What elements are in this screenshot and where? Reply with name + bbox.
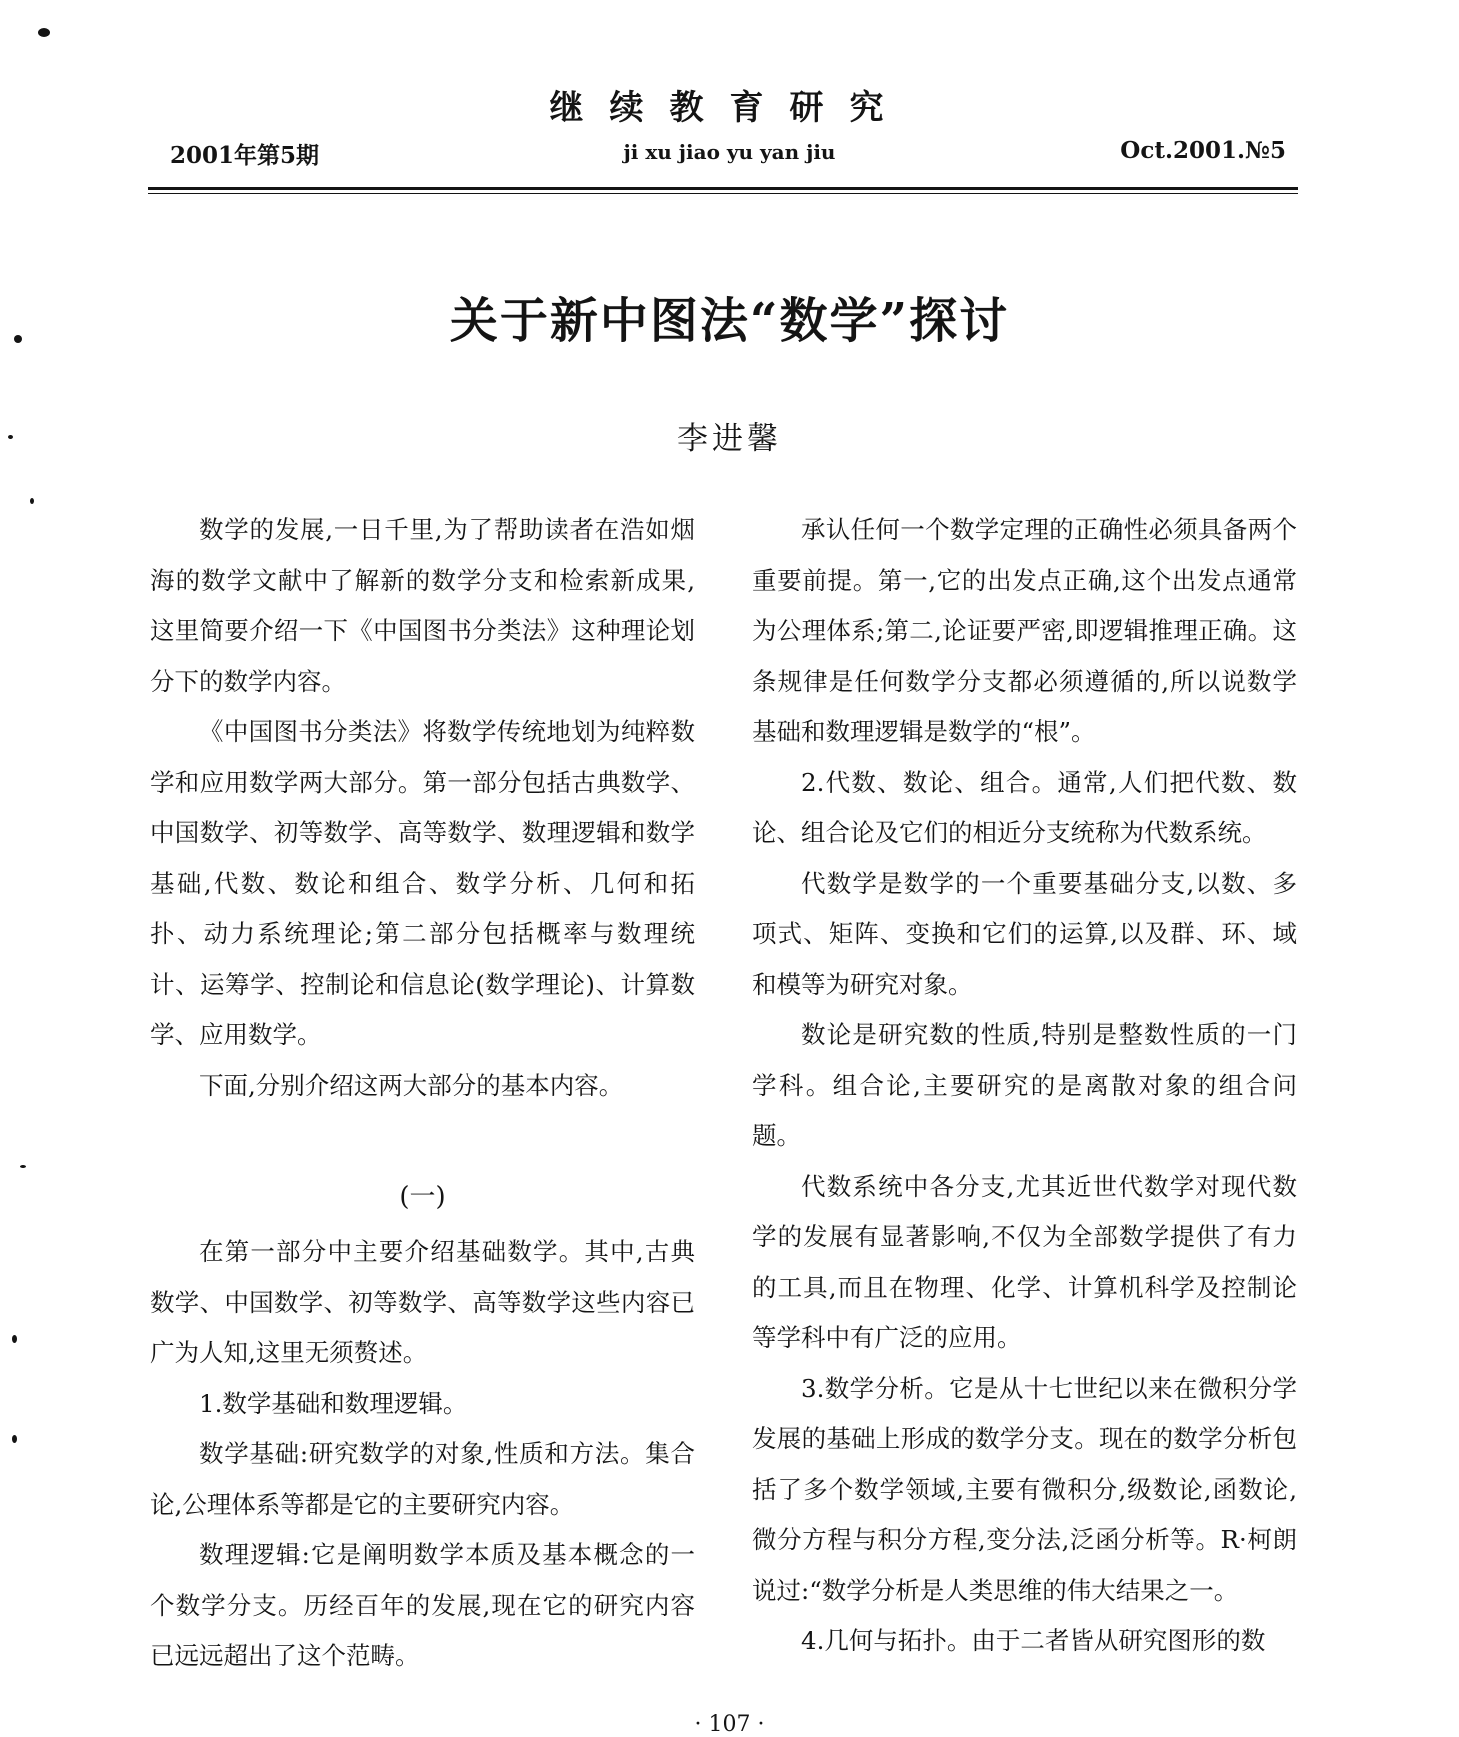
header-rule xyxy=(148,187,1298,190)
scan-speck xyxy=(20,1165,26,1168)
paragraph: 《中国图书分类法》将数学传统地划为纯粹数学和应用数学两大部分。第一部分包括古典数学、中国数学、初等数学、高等数学、数理逻辑和数学基础,代数、数论和组合、数学分析、几何和拓扑、动力系统理论;第二部分包括概率与数理统计、运筹学、控制论和信息论(数学理论)、计算数学、应用数学。 xyxy=(150,717,695,1049)
right-column xyxy=(752,505,1297,1667)
scan-speck xyxy=(14,335,22,343)
paragraph: 数论是研究数的性质,特别是整数性质的一门学科。组合论,主要研究的是离散对象的组合问题。 xyxy=(752,1020,1297,1150)
section-heading: (一) xyxy=(399,1182,446,1212)
issue-number: 2001年第5期 xyxy=(170,142,320,169)
journal-pinyin: ji xu jiao yu yan jiu xyxy=(623,140,836,164)
issue-date: Oct.2001.№5 xyxy=(1120,137,1286,164)
scan-speck xyxy=(38,28,50,37)
paragraph: 下面,分别介绍这两大部分的基本内容。 xyxy=(199,1070,624,1100)
left-column xyxy=(150,505,695,1682)
scan-speck xyxy=(12,1335,17,1343)
paragraph: 代数系统中各分支,尤其近世代数学对现代数学的发展有显著影响,不仅为全部数学提供了有力的工具,而且在物理、化学、计算机科学及控制论等学科中有广泛的应用。 xyxy=(752,1171,1297,1352)
header-rule-thin xyxy=(148,193,1298,194)
journal-title: 继续教育研究 xyxy=(549,88,910,128)
paragraph: 数学的发展,一日千里,为了帮助读者在浩如烟海的数学文献中了解新的数学分支和检索新成果,这里简要介绍一下《中国图书分类法》这种理论划分下的数学内容。 xyxy=(150,515,695,696)
scan-speck xyxy=(30,498,34,504)
paragraph: 承认任何一个数学定理的正确性必须具备两个重要前提。第一,它的出发点正确,这个出发点通常为公理体系;第二,论证要严密,即逻辑推理正确。这条规律是任何数学分支都必须遵循的,所以说数学基础和数理逻辑是数学的“根”。 xyxy=(752,515,1297,746)
paragraph: 4.几何与拓扑。由于二者皆从研究图形的数 xyxy=(801,1626,1266,1655)
scan-speck xyxy=(12,1435,17,1443)
paragraph: 2.代数、数论、组合。通常,人们把代数、数论、组合论及它们的相近分支统称为代数系统。 xyxy=(752,767,1297,847)
paragraph: 代数学是数学的一个重要基础分支,以数、多项式、矩阵、变换和它们的运算,以及群、环、域和模等为研究对象。 xyxy=(752,868,1297,999)
subsection-heading: 1.数学基础和数理逻辑。 xyxy=(199,1388,468,1418)
paragraph: 3.数学分析。它是从十七世纪以来在微积分学发展的基础上形成的数学分支。现在的数学分析包括了多个数学领域,主要有微积分,级数论,函数论,微分方程与积分方程,变分法,泛函分析等。R·柯朗说过:“数学分析是人类思维的伟大结果之一。 xyxy=(752,1373,1297,1605)
paragraph: 在第一部分中主要介绍基础数学。其中,古典数学、中国数学、初等数学、高等数学这些内容已广为人知,这里无须赘述。 xyxy=(150,1237,695,1367)
article-author: 李进馨 xyxy=(677,421,782,457)
scan-speck xyxy=(8,435,13,439)
paragraph: 数学基础:研究数学的对象,性质和方法。集合论,公理体系等都是它的主要研究内容。 xyxy=(150,1439,695,1519)
page-number: · 107 · xyxy=(694,1712,765,1737)
article-title: 关于新中图法“数学”探讨 xyxy=(449,293,1010,349)
paragraph: 数理逻辑:它是阐明数学本质及基本概念的一个数学分支。历经百年的发展,现在它的研究内容已远远超出了这个范畴。 xyxy=(150,1540,695,1670)
